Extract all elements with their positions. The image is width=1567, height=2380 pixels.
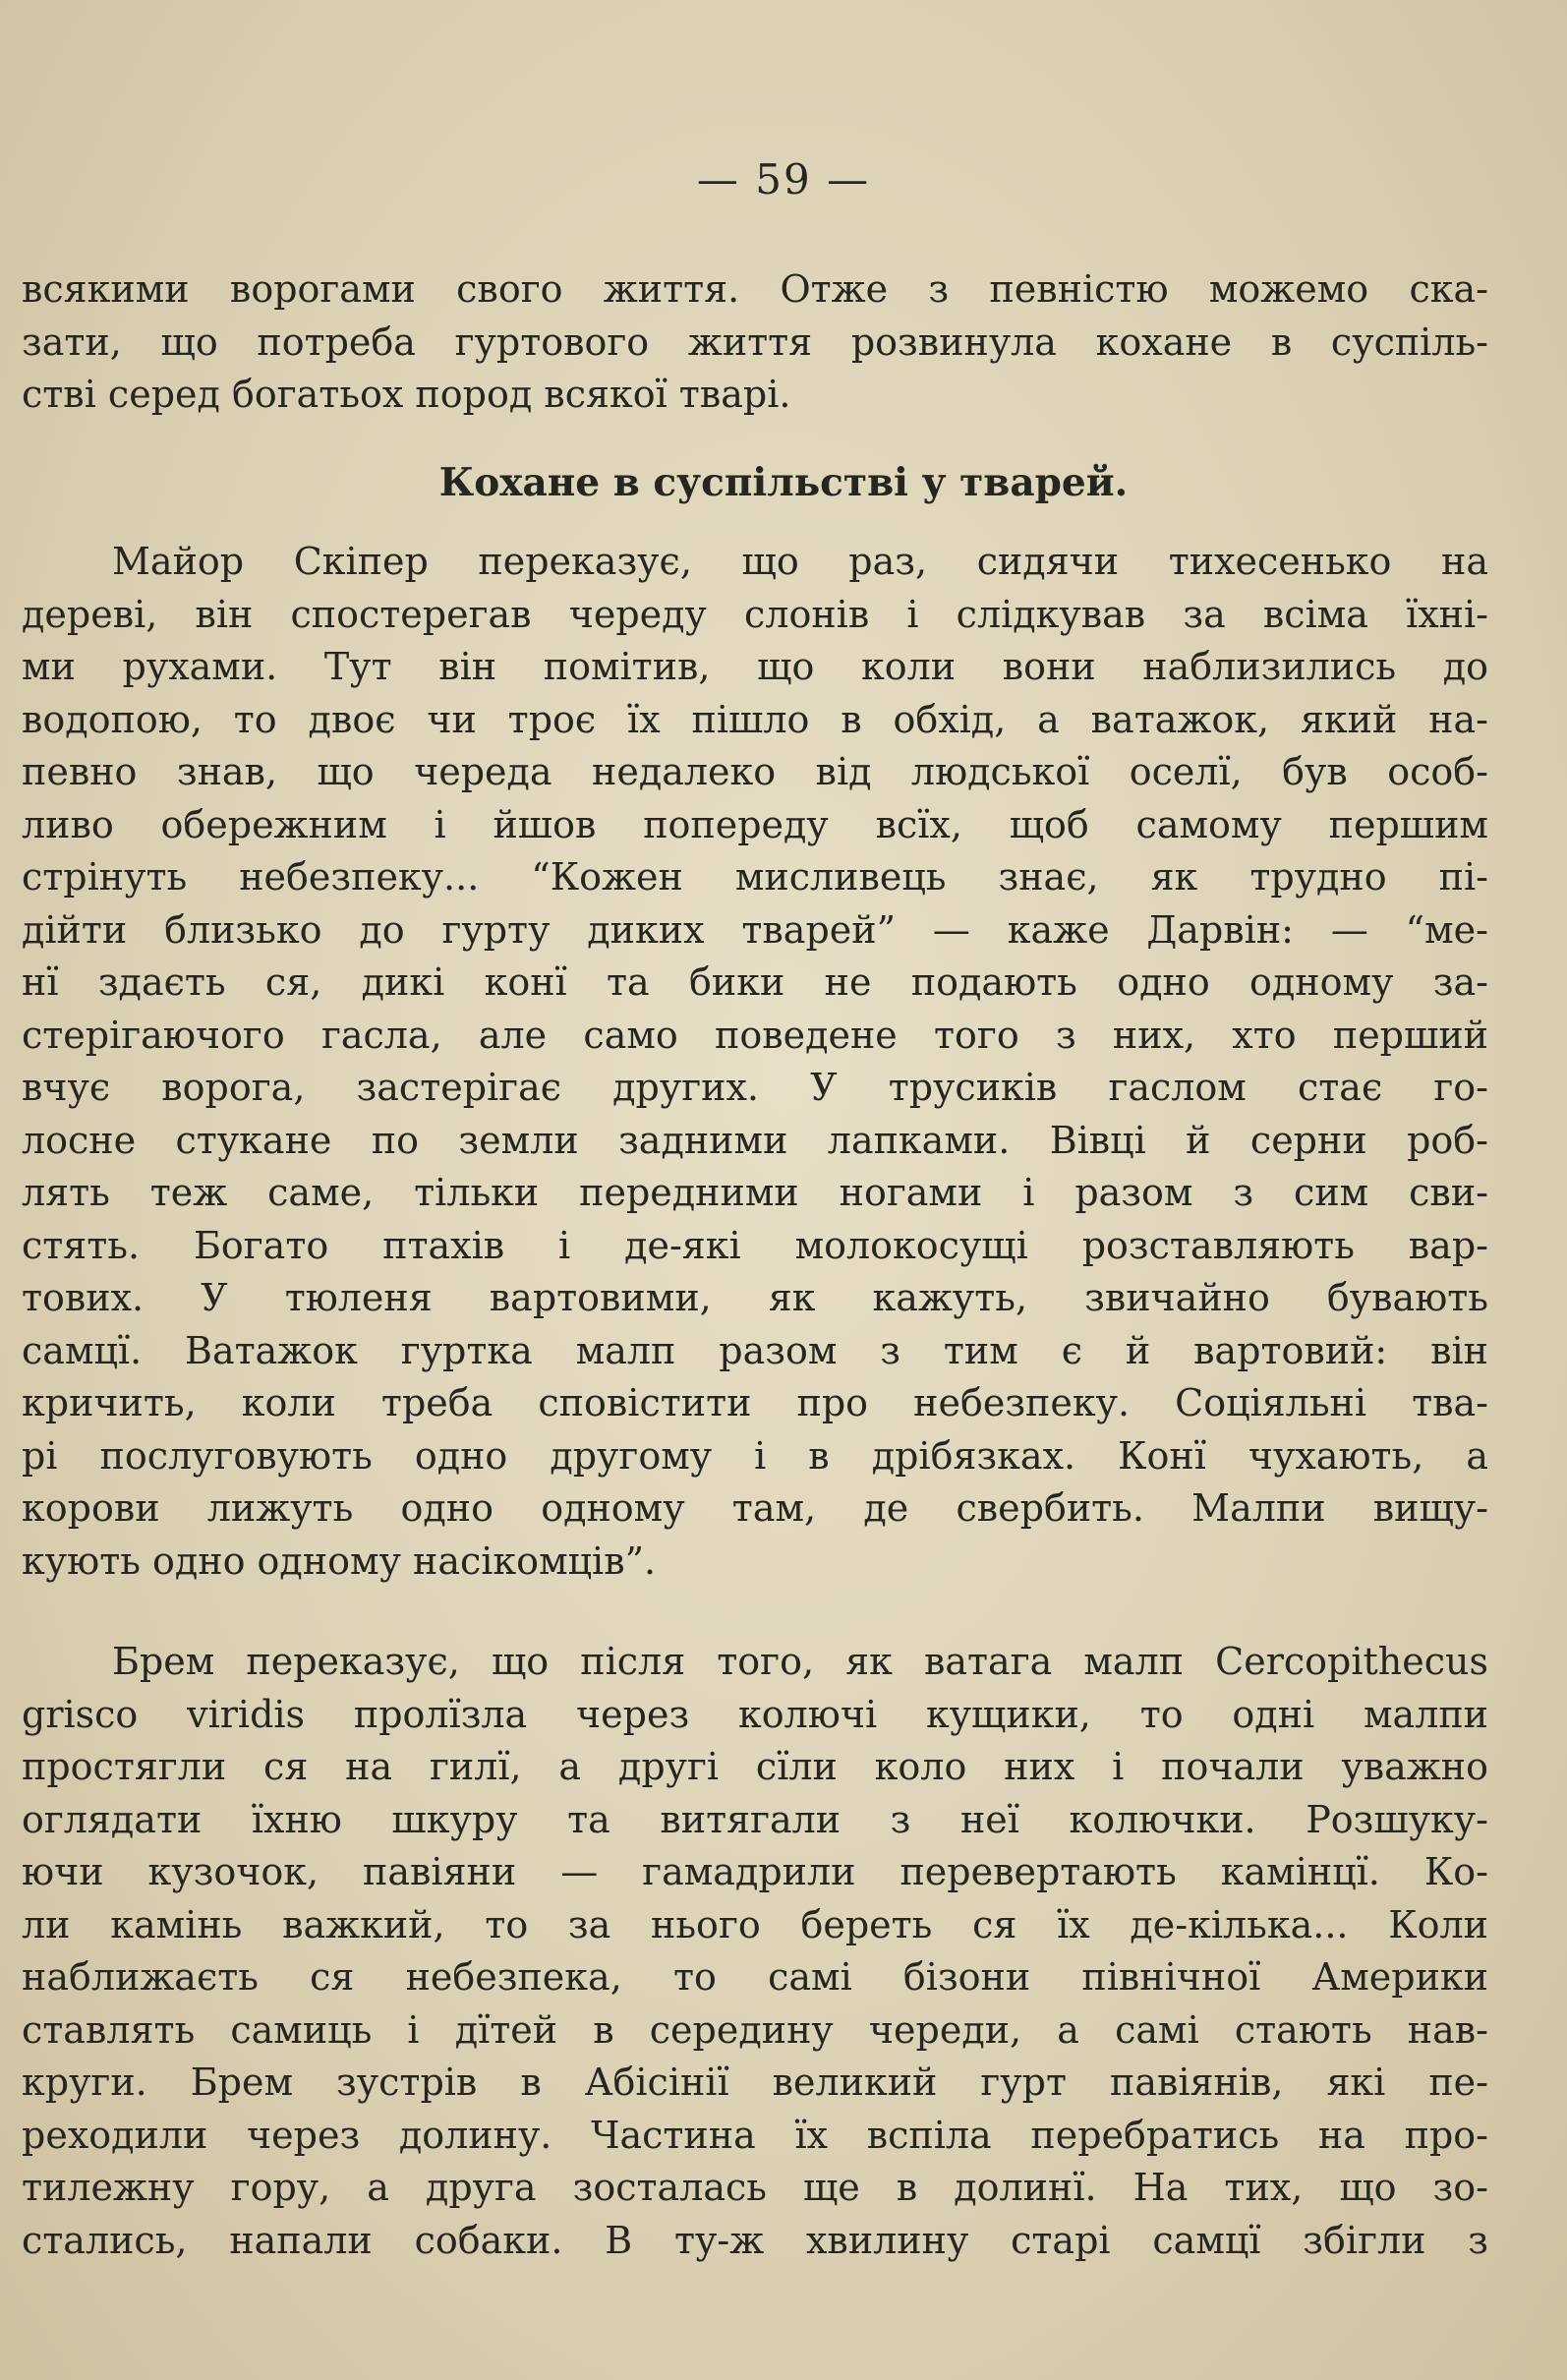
text-line: простягли ся на гилї, а другі сїли коло них і почали уважно: [22, 1745, 1488, 1788]
text-line: дереві, він спостерегав череду слонів і слідкував за всіма їхні-: [22, 592, 1488, 636]
text-line: кричить, коли треба сповістити про небезпеку. Соціяльні тва-: [22, 1381, 1488, 1424]
text-line: реходили через долину. Частина їх вспіла перебратись на про-: [22, 2113, 1488, 2157]
text-line: корови лижуть одно одному там, де свербить. Малпи вищу-: [22, 1486, 1488, 1530]
paragraph-3: [22, 1636, 1488, 2267]
text-line: grisco viridis пролїзла через колючі кущики, то одні малпи: [22, 1692, 1488, 1736]
text-line: круги. Брем зустрів в Абісінії великий гурт павіянів, які пе-: [22, 2061, 1488, 2104]
text-line: ли камінь важкий, то за нього береть ся їх де-кілька... Коли: [22, 1902, 1488, 1946]
text-line: певно знав, що череда недалеко від людської оселї, був особ-: [22, 750, 1488, 793]
text-line: дійти близько до гурту диких тварей” — каже Дарвін: — “ме-: [22, 907, 1488, 952]
text-line: лосне стукане по земли задними лапками. Вівці й серни роб-: [22, 1118, 1488, 1162]
text-line: тилежну гору, а друга зосталась ще в долинї. На тих, що зо-: [22, 2166, 1488, 2209]
text-line: оглядати їхню шкуру та витягали з неї колючки. Розшуку-: [22, 1797, 1488, 1841]
text-line: нї здаєть ся, дикі конї та бики не подають одно одному за-: [22, 960, 1488, 1004]
paragraph-continuation: [22, 263, 1488, 422]
text-line: ми рухами. Тут він помітив, що коли вони наблизились до: [22, 645, 1488, 688]
paragraph-2: [22, 536, 1488, 1588]
text-line: ливо обережним і йшов попереду всїх, щоб самому першим: [22, 802, 1488, 846]
text-line: стерігаючого гасла, але само поведене того з них, хто перший: [22, 1013, 1488, 1057]
text-line: стрінуть небезпеку... “Кожен мисливець знає, як трудно пі-: [22, 855, 1488, 899]
section-title: Кохане в суспільстві у тварей.: [438, 460, 1129, 505]
text-line: наближаєть ся небезпека, то самі бізони північної Америки: [22, 1955, 1488, 1999]
text-line: зати, що потреба гуртового життя розвинула кохане в суспіль-: [22, 319, 1488, 364]
text-line: кують одно одному насікомців”.: [22, 1538, 657, 1583]
text-line: всякими ворогами свого життя. Отже з певністю можемо ска-: [22, 267, 1488, 311]
text-line: рі послуговують одно другому і в дрібязках. Конї чухають, а: [22, 1433, 1488, 1478]
text-line: самцї. Ватажок гуртка малп разом з тим є й вартовий: він: [22, 1328, 1488, 1372]
page-number: — 59 —: [696, 155, 871, 203]
text-line: Брем переказує, що після того, як ватага малп Cercopithecus: [112, 1640, 1488, 1683]
text-line: водопою, то двоє чи троє їх пішло в обхід, а ватажок, який на-: [22, 697, 1488, 741]
text-line: Майор Скіпер переказує, що раз, сидячи тихесенько на: [112, 540, 1488, 583]
text-line: ючи кузочок, павіяни — гамадрили перевертають камінцї. Ко-: [22, 1850, 1488, 1893]
text-line: тових. У тюленя вартовими, як кажуть, звичайно бувають: [22, 1276, 1488, 1319]
text-line: ставлять самиць і дїтей в середину череди, а самі стають нав-: [22, 2007, 1488, 2052]
text-line: вчує ворога, застерігає других. У трусиків гаслом стає го-: [22, 1066, 1488, 1109]
text-line: стять. Богато птахів і де-які молокосущі розставляють вар-: [22, 1223, 1488, 1267]
text-line: стві серед богатьох пород всякої тварі.: [22, 373, 791, 416]
text-line: лять теж саме, тільки передними ногами і разом з сим сви-: [22, 1171, 1488, 1214]
text-line: стались, напали собаки. В ту-ж хвилину старі самцї збігли з: [22, 2218, 1488, 2262]
